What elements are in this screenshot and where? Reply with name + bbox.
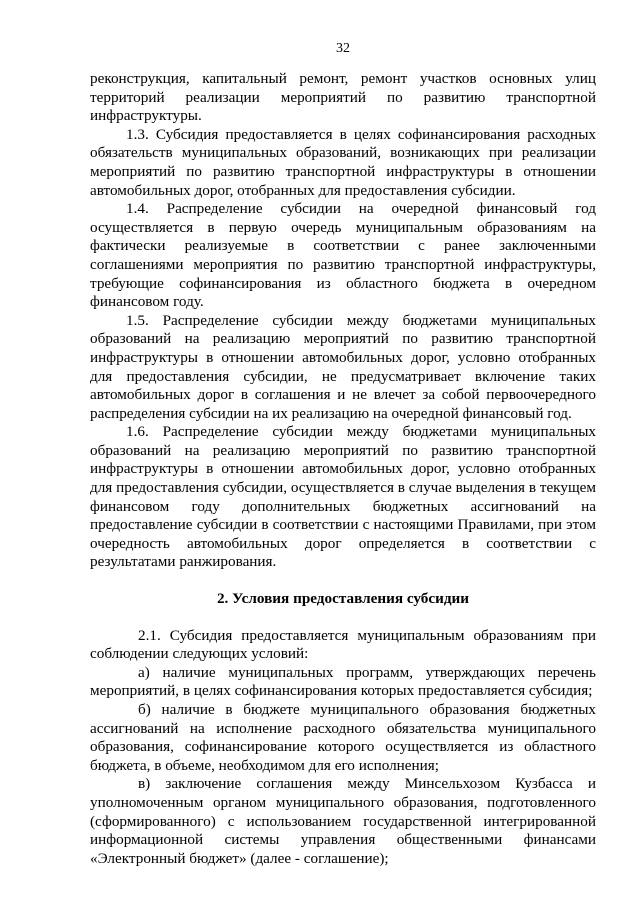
paragraph-1-4: 1.4. Распределение субсидии на очередной финансовый год осуществляется в первую очередь муниципальным образованиям на фактически реализуемые в соответствии с ранее заключенными соглашениями мероприятия по развитию транспортной инфраструктуры, требующие софинансирования из областного бюджета в очередном финансовом году. [90,200,596,311]
condition-v: в) заключение соглашения между Минсельхозом Кузбасса и уполномоченным органом муниципального образования, подготовленного (сформированного) с использованием государственной интегрированной информационной системы управления общественными финансами «Электронный бюджет» (далее - соглашение); [90,775,596,867]
condition-a: а) наличие муниципальных программ, утверждающих перечень мероприятий, в целях софинансирования которых предоставляется субсидия; [90,663,596,700]
document-page [90,40,596,868]
page-number: 32 [336,41,350,56]
paragraph-2-1: 2.1. Субсидия предоставляется муниципальным образованиям при соблюдении следующих условий: [90,626,596,663]
paragraph-continuation: реконструкция, капитальный ремонт, ремонт участков основных улиц территорий реализации мероприятий по развитию транспортной инфраструктуры. [90,70,596,125]
condition-b: б) наличие в бюджете муниципального образования бюджетных ассигнований на исполнение расходного обязательства муниципального образования, софинансирование которого осуществляется из областного бюджета, в объеме, необходимом для его исполнения; [90,701,596,774]
section-heading: 2. Условия предоставления субсидии [216,590,470,608]
paragraph-1-6: 1.6. Распределение субсидии между бюджетами муниципальных образований на реализацию мероприятий по развитию транспортной инфраструктуры в отношении автомобильных дорог, условно отобранных для предоставления субсидии, осуществляется в случае выделения в текущем финансовом году дополнительных бюджетных ассигнований на предоставление субсидии в соответствии с настоящими Правилами, при этом очередность автомобильных дорог определяется в соответствии с результатами ранжирования. [90,423,596,571]
paragraph-1-3: 1.3. Субсидия предоставляется в целях софинансирования расходных обязательств муниципальных образований, возникающих при реализации мероприятий по развитию транспортной инфраструктуры в отношении автомобильных дорог, отобранных для предоставления субсидии. [90,125,596,199]
paragraph-1-5: 1.5. Распределение субсидии между бюджетами муниципальных образований на реализацию мероприятий по развитию транспортной инфраструктуры в отношении автомобильных дорог, условно отобранных для предоставления субсидии, не предусматривает включение таких автомобильных дорог в соглашения и не влечет за собой первоочередного распределения субсидии на их реализацию на очередной финансовый год. [90,311,596,422]
